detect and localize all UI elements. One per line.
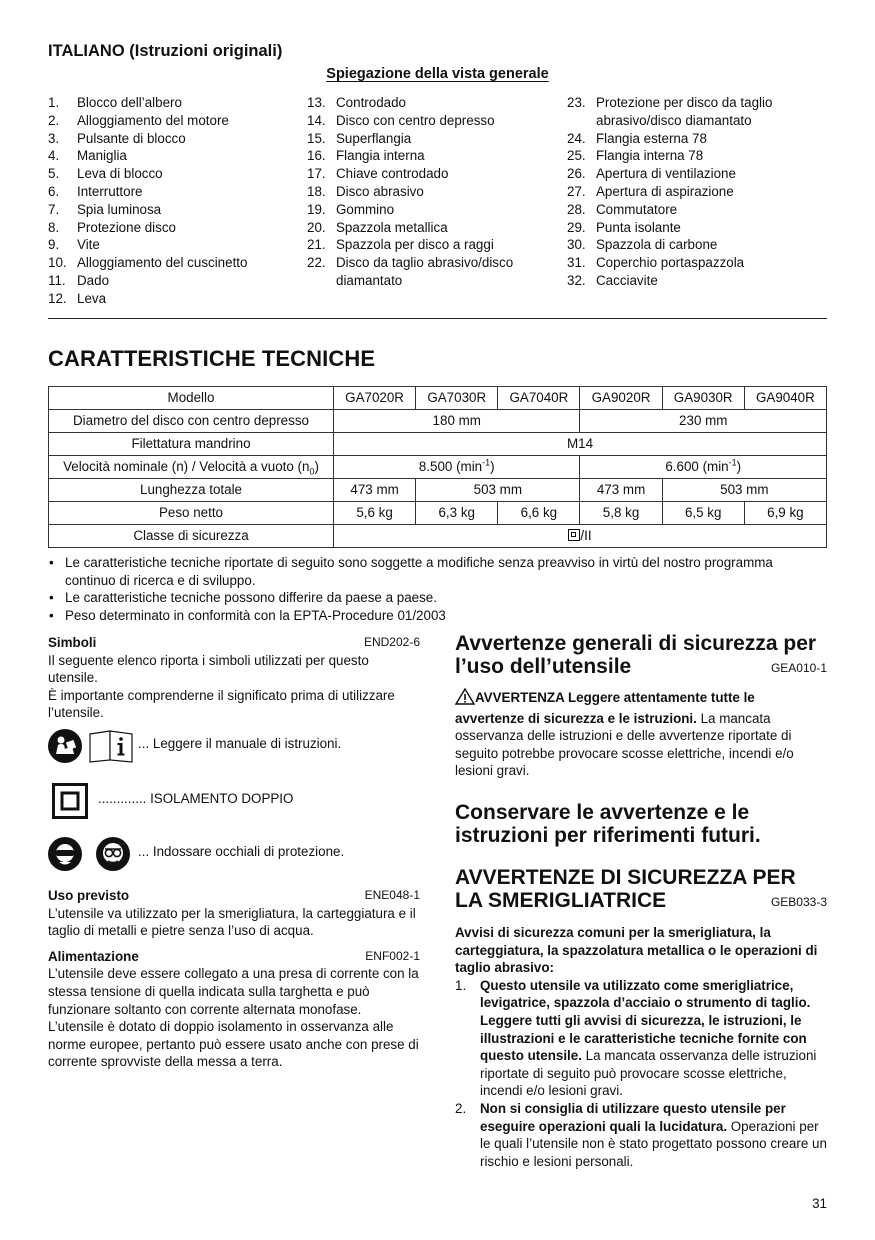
- table-row: [49, 410, 827, 433]
- list-item: [307, 165, 547, 183]
- table-cell: Peso netto: [49, 502, 334, 525]
- list-item: [567, 236, 827, 254]
- table-cell: GA7030R: [416, 387, 498, 410]
- table-cell: 473 mm: [580, 479, 662, 502]
- item-number: 29.: [567, 219, 586, 235]
- item-number: 9.: [48, 237, 60, 253]
- manual-book-icon: [88, 729, 132, 763]
- list-item: [307, 130, 547, 148]
- table-cell: GA7020R: [334, 387, 416, 410]
- list-item: • Peso determinato in conformità con la EPTA-Procedure 01/2003: [48, 607, 827, 625]
- goggles-icon: [96, 837, 130, 871]
- symbols-intro-2: È importante comprenderne il significato prima di utilizzare l’utensile.: [48, 687, 395, 721]
- list-item: [48, 94, 298, 112]
- item-number: 12.: [48, 290, 67, 306]
- item-number: 8.: [48, 219, 60, 235]
- symbol-read-manual: [48, 728, 420, 764]
- speed-value-end: ): [490, 459, 495, 474]
- double-insulation-icon: [52, 783, 88, 822]
- item-text: Operazioni per le quali l’utensile non è stato progettato possono creare un rischio e lesioni personali.: [480, 1118, 827, 1169]
- item-text: Gommino: [336, 201, 395, 217]
- speed-label-end: ): [314, 459, 319, 474]
- item-number: 21.: [307, 237, 326, 253]
- speed-exponent: -1: [482, 457, 491, 468]
- item-number: 22.: [307, 255, 326, 271]
- item-number: 27.: [567, 183, 586, 199]
- item-text: Alloggiamento del cuscinetto: [77, 255, 248, 271]
- item-text: Chiave controdado: [336, 166, 449, 182]
- general-warnings-section: [455, 632, 827, 678]
- item-text: Flangia esterna 78: [596, 130, 707, 146]
- power-text: L’utensile deve essere collegato a una presa di corrente con la stessa tensione di quella indicata sulla targhetta e può funzionare soltanto con corrente alternata monofase. L’utensile è dotato di doppio isolamento in osservanza alle norme europee, pertanto può essere usato anche con prese di corrente sprovviste della messa a terra.: [48, 966, 419, 1070]
- item-number: 26.: [567, 166, 586, 182]
- list-item: [307, 112, 547, 130]
- general-warnings-code: GEA010-1: [770, 661, 827, 676]
- table-cell: 6,5 kg: [662, 502, 744, 525]
- table-cell: Lunghezza totale: [49, 479, 334, 502]
- table-cell: Classe di sicurezza: [49, 525, 334, 548]
- speed-value: 6.600 (min: [665, 459, 729, 474]
- item-number: 10.: [48, 255, 67, 271]
- table-cell: [49, 456, 334, 479]
- left-column: [48, 634, 420, 722]
- item-number: 7.: [48, 201, 60, 217]
- list-item: • Le caratteristiche tecniche possono differire da paese a paese.: [48, 589, 827, 607]
- double-insulation-icon: [568, 529, 580, 541]
- list-item: [307, 147, 547, 165]
- list-item: [307, 183, 547, 201]
- table-cell: GA9030R: [662, 387, 744, 410]
- list-item: • Le caratteristiche tecniche riportate di seguito sono soggette a modifiche senza preavviso in virtù del nostro programma continuo di ricerca e di sviluppo.: [48, 554, 827, 589]
- power-title: Alimentazione: [48, 948, 139, 964]
- list-item: [567, 130, 827, 148]
- table-row: [49, 525, 827, 548]
- specs-table: [48, 386, 827, 548]
- list-item: [307, 219, 547, 237]
- table-row: [49, 387, 827, 410]
- item-text: Disco da taglio abrasivo/disco diamantato: [336, 255, 514, 288]
- symbols-section: [48, 634, 420, 722]
- list-item: [567, 165, 827, 183]
- item-number: 5.: [48, 166, 60, 182]
- list-item: [48, 201, 298, 219]
- list-item: [307, 201, 547, 219]
- specs-title: CARATTERISTICHE TECNICHE: [48, 346, 376, 371]
- item-number: 1.: [455, 977, 467, 993]
- list-item: [567, 272, 827, 290]
- item-number: 3.: [48, 130, 60, 146]
- intended-use-title: Uso previsto: [48, 888, 130, 903]
- page-number: 31: [812, 1196, 827, 1211]
- item-number: 15.: [307, 130, 326, 146]
- item-bold-text: Non si consiglia di utilizzare questo utensile per eseguire operazioni quali la lucidatura.: [480, 1100, 786, 1134]
- symbol-double-insulation: [48, 782, 420, 820]
- item-number: 28.: [567, 201, 586, 217]
- table-cell: 180 mm: [334, 410, 580, 433]
- table-cell: GA7040R: [498, 387, 580, 410]
- item-text: Punta isolante: [596, 219, 681, 235]
- item-number: 23.: [567, 95, 586, 110]
- legend-column-1: [48, 94, 298, 308]
- intended-use-code: ENE048-1: [364, 888, 420, 902]
- item-text: Spazzola metallica: [336, 219, 448, 235]
- table-row: [49, 502, 827, 525]
- item-text: Maniglia: [77, 148, 127, 164]
- list-item: [567, 183, 827, 201]
- item-number: 25.: [567, 148, 586, 164]
- list-item: [48, 183, 298, 201]
- table-cell: 6,3 kg: [416, 502, 498, 525]
- table-row: [49, 479, 827, 502]
- item-text: Apertura di ventilazione: [596, 166, 736, 182]
- item-number: 6.: [48, 183, 60, 199]
- item-text: Leva: [77, 290, 107, 306]
- item-text: La mancata osservanza delle istruzioni riportate di seguito può provocare scosse elettriche, incendi e/o lesioni gravi.: [480, 1048, 817, 1099]
- table-row: [49, 456, 827, 479]
- item-text: Commutatore: [596, 201, 678, 217]
- list-item: [48, 290, 298, 308]
- general-warnings-title: Avvertenze generali di sicurezza per l’uso dell’utensile: [455, 632, 817, 678]
- symbols-intro: Il seguente elenco riporta i simboli utilizzati per questo utensile.: [48, 652, 369, 686]
- table-cell: GA9020R: [580, 387, 662, 410]
- list-item: [307, 94, 547, 112]
- list-item: [567, 219, 827, 237]
- read-manual-icon: [48, 729, 82, 763]
- item-number: 24.: [567, 130, 586, 146]
- list-item: [48, 254, 298, 272]
- table-cell: [334, 525, 827, 548]
- list-item: [48, 112, 298, 130]
- grinder-warnings-code: GEB033-3: [770, 895, 827, 910]
- item-number: 13.: [307, 95, 326, 110]
- item-text: Flangia interna: [336, 148, 425, 164]
- item-text: Interruttore: [77, 183, 143, 199]
- table-cell: 5,8 kg: [580, 502, 662, 525]
- power-code: ENF002-1: [365, 948, 420, 963]
- item-text: Vite: [77, 237, 100, 253]
- right-column: [455, 632, 827, 1170]
- table-cell: M14: [334, 433, 827, 456]
- item-number: 18.: [307, 183, 326, 199]
- list-item: [455, 1100, 827, 1170]
- symbols-title: Simboli: [48, 635, 97, 650]
- table-cell: [334, 456, 580, 479]
- item-number: 20.: [307, 219, 326, 235]
- item-number: 16.: [307, 148, 326, 164]
- item-number: 17.: [307, 166, 326, 182]
- double-insulation-text: ............. ISOLAMENTO DOPPIO: [98, 791, 294, 806]
- warning-bold-text: AVVERTENZA Leggere attentamente tutte le avvertenze di sicurezza e le istruzioni.: [455, 690, 755, 726]
- table-row: [49, 433, 827, 456]
- specs-notes: [48, 554, 827, 624]
- item-number: 31.: [567, 255, 586, 271]
- item-text: Superflangia: [336, 130, 412, 146]
- read-manual-text: ... Leggere il manuale di istruzioni.: [138, 736, 342, 751]
- list-item: [48, 165, 298, 183]
- item-text: Protezione per disco da taglio abrasivo/disco diamantato: [596, 95, 773, 128]
- item-text: Pulsante di blocco: [77, 130, 186, 146]
- warning-triangle-icon: [455, 688, 475, 710]
- table-cell: 5,6 kg: [334, 502, 416, 525]
- item-text: Spia luminosa: [77, 201, 162, 217]
- goggles-text: ... Indossare occhiali di protezione.: [138, 844, 345, 859]
- grinder-intro: Avvisi di sicurezza comuni per la smerigliatura, la carteggiatura, la spazzolatura metallica o le operazioni di taglio abrasivo:: [455, 924, 818, 976]
- speed-exponent: -1: [728, 457, 737, 468]
- language-heading: ITALIANO (Istruzioni originali): [48, 42, 283, 60]
- item-number: 19.: [307, 201, 326, 217]
- item-text: Coperchio portaspazzola: [596, 255, 745, 271]
- item-number: 30.: [567, 237, 586, 253]
- item-text: Alloggiamento del motore: [77, 112, 229, 128]
- list-item: [48, 272, 298, 290]
- table-cell: 230 mm: [580, 410, 827, 433]
- section-divider: [48, 318, 827, 319]
- list-item: [455, 977, 827, 1100]
- speed-value: 8.500 (min: [418, 459, 483, 474]
- list-item: [48, 236, 298, 254]
- legend-column-3: [567, 94, 827, 290]
- item-text: Dado: [77, 272, 110, 288]
- item-number: 11.: [48, 272, 66, 288]
- item-text: Protezione disco: [77, 219, 176, 235]
- item-number: 2.: [48, 112, 60, 128]
- item-number: 4.: [48, 148, 60, 164]
- legend-title-text: Spiegazione della vista generale: [326, 66, 549, 82]
- list-item: [567, 201, 827, 219]
- list-item: [48, 219, 298, 237]
- table-cell: Filettatura mandrino: [49, 433, 334, 456]
- speed-subscript: 0: [309, 466, 315, 477]
- intended-use-section: [48, 887, 420, 940]
- item-number: 1.: [48, 95, 60, 110]
- table-cell: GA9040R: [744, 387, 826, 410]
- item-text: Blocco dell’albero: [77, 95, 182, 110]
- speed-value-end: ): [736, 459, 742, 474]
- item-text: Disco abrasivo: [336, 183, 424, 199]
- legend-title: [0, 66, 875, 82]
- keep-instructions-title: Conservare le avvertenze e le istruzioni per riferimenti futuri.: [455, 800, 761, 847]
- class-value: /II: [580, 528, 592, 543]
- item-number: 2.: [455, 1100, 467, 1116]
- table-cell: 473 mm: [334, 479, 416, 502]
- table-cell: 503 mm: [416, 479, 580, 502]
- warning-text: La mancata osservanza delle istruzioni e delle avvertenze riportate di seguito potrebbe provocare scosse elettriche, incendi e/o lesioni gravi.: [455, 710, 794, 779]
- item-text: Flangia interna 78: [596, 148, 704, 164]
- table-cell: 6,6 kg: [498, 502, 580, 525]
- table-cell: [580, 456, 827, 479]
- grinder-warnings-title: AVVERTENZE DI SICUREZZA PER LA SMERIGLIATRICE: [455, 865, 796, 912]
- item-number: 32.: [567, 272, 586, 288]
- list-item: [567, 147, 827, 165]
- item-text: Apertura di aspirazione: [596, 183, 734, 199]
- list-item: [48, 130, 298, 148]
- item-number: 14.: [307, 112, 326, 128]
- eye-protection-icon: [48, 837, 82, 871]
- item-text: Leva di blocco: [77, 166, 163, 182]
- list-item: [307, 254, 547, 290]
- table-cell: 503 mm: [662, 479, 826, 502]
- legend-column-2: [307, 94, 547, 290]
- left-column-lower: [48, 887, 420, 1071]
- list-item: [48, 147, 298, 165]
- table-cell: Diametro del disco con centro depresso: [49, 410, 334, 433]
- item-text: Spazzola di carbone: [596, 237, 718, 253]
- general-warnings-text: [455, 688, 827, 780]
- table-cell: 6,9 kg: [744, 502, 826, 525]
- item-text: Controdado: [336, 95, 406, 110]
- item-text: Spazzola per disco a raggi: [336, 237, 494, 253]
- intended-use-text: L’utensile va utilizzato per la smerigliatura, la carteggiatura e il taglio di metalli e pietre senza l’uso di acqua.: [48, 905, 416, 939]
- list-item: [567, 254, 827, 272]
- list-item: [567, 94, 827, 130]
- symbol-goggles: [48, 836, 420, 872]
- item-text: Disco con centro depresso: [336, 112, 495, 128]
- item-text: Cacciavite: [596, 272, 658, 288]
- table-cell: Modello: [49, 387, 334, 410]
- power-section: [48, 948, 420, 1071]
- item-bold-text: Questo utensile va utilizzato come smerigliatrice, levigatrice, spazzola d’acciaio o strumento di taglio. Leggere tutti gli avvisi di sicurezza, le istruzioni, le illustrazioni e le caratteristiche tecniche fornite con questo utensile.: [480, 977, 811, 1064]
- grinder-section-header: [455, 866, 827, 912]
- list-item: [307, 236, 547, 254]
- speed-label: Velocità nominale (n) / Velocità a vuoto (n: [63, 459, 310, 474]
- symbols-code: END202-6: [363, 635, 420, 649]
